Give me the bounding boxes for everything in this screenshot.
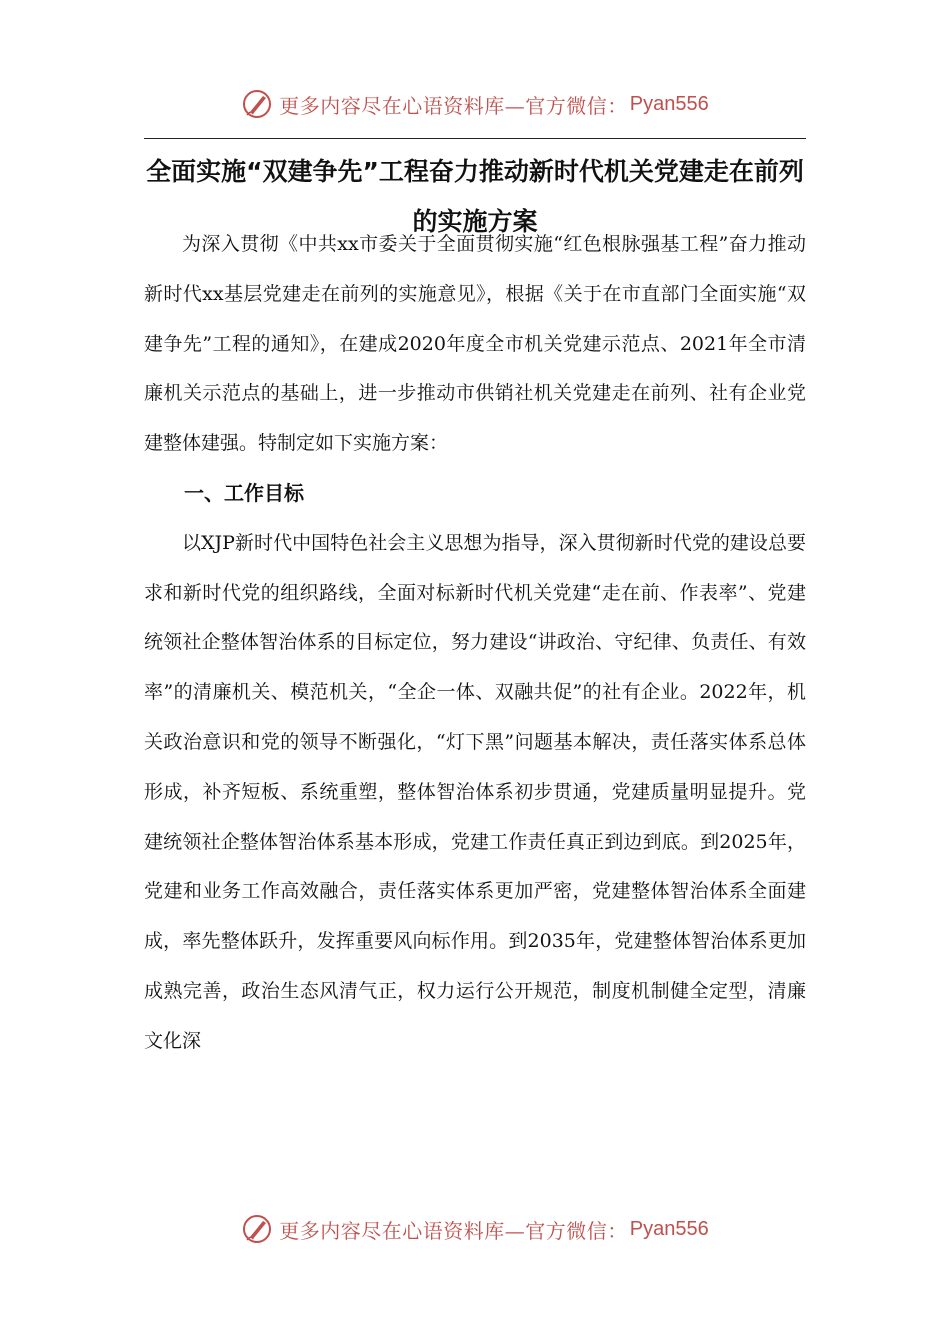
header-banner: [0, 84, 950, 124]
section-heading: 一、工作目标: [184, 480, 304, 505]
document-body: [144, 220, 806, 1067]
banner-text: 更多内容尽在心语资料库—官方微信：: [279, 1218, 628, 1243]
banner-wechat-id: Pyan556: [629, 1217, 709, 1240]
intro-paragraph: 为深入贯彻《中共xx市委关于全面贯彻实施“红色根脉强基工程”奋力推动新时代xx基层党建走在前列的实施意见》，根据《关于在市直部门全面实施“双建争先”工程的通知》，在建成2020年度全市机关党建示范点、2021年全市清廉机关示范点的基础上，进一步推动市供销社机关党建走在前列、社有企业党建整体建强。特制定如下实施方案：: [144, 233, 806, 455]
section-paragraph: 以XJP新时代中国特色社会主义思想为指导，深入贯彻新时代党的建设总要求和新时代党的组织路线，全面对标新时代机关党建“走在前、作表率”、党建统领社企整体智治体系的目标定位，努力建设“讲政治、守纪律、负责任、有效率”的清廉机关、模范机关，“全企一体、双融共促”的社有企业。2022年，机关政治意识和党的领导不断强化，“灯下黑”问题基本解决，责任落实体系总体形成，补齐短板、系统重塑，整体智治体系初步贯通，党建质量明显提升。党建统领社企整体智治体系基本形成，党建工作责任真正到边到底。到2025年，党建和业务工作高效融合，责任落实体系更加严密，党建整体智治体系全面建成，率先整体跃升，发挥重要风向标作用。到2035年，党建整体智治体系更加成熟完善，政治生态风清气正，权力运行公开规范，制度机制健全定型，清廉文化深: [144, 531, 806, 1052]
quill-pen-logo-icon: [241, 88, 273, 120]
banner-wechat-id: Pyan556: [629, 92, 709, 115]
quill-pen-logo-icon: [241, 1213, 273, 1245]
banner-text: 更多内容尽在心语资料库—官方微信：: [279, 93, 628, 118]
header-divider: [144, 138, 806, 139]
footer-banner: [0, 1209, 950, 1249]
document-title: 全面实施“双建争先”工程奋力推动新时代机关党建走在前列的实施方案: [146, 157, 804, 236]
